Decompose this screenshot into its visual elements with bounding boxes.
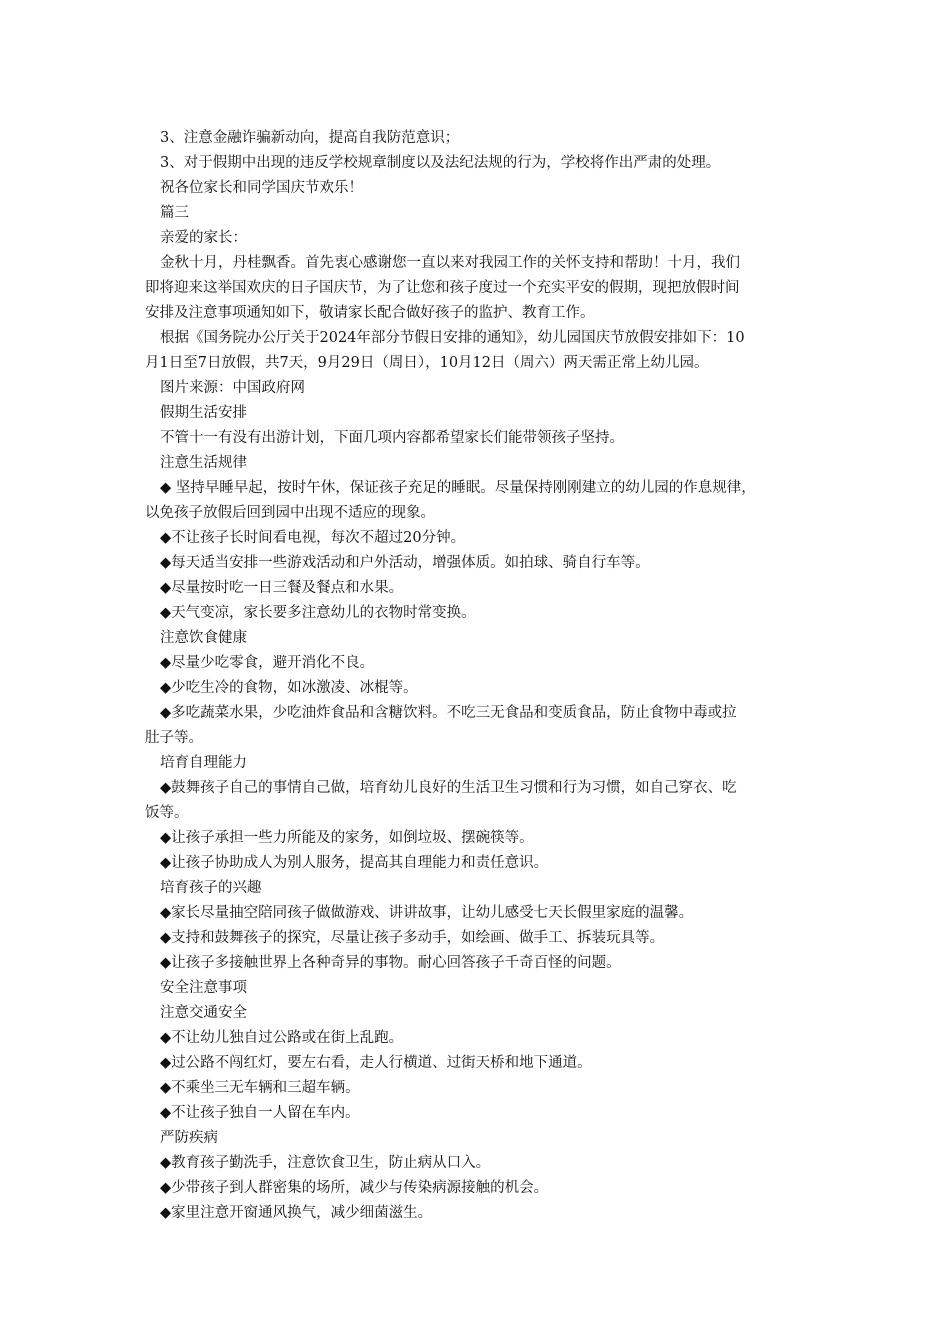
document-line: 金秋十月，丹桂飘香。首先衷心感谢您一直以来对我园工作的关怀支持和帮助！十月，我们 — [160, 255, 740, 271]
document-line: 安全注意事项 — [160, 980, 247, 996]
document-line: 以免孩子放假后回到园中出现不适应的现象。 — [145, 505, 435, 521]
document-line: ◆天气变凉，家长要多注意幼儿的衣物时常变换。 — [160, 605, 476, 621]
document-line: ◆少吃生冷的食物，如冰激凌、冰棍等。 — [160, 680, 418, 696]
document-page — [145, 126, 815, 1226]
document-line: 肚子等。 — [145, 730, 203, 746]
document-line: ◆尽量少吃零食，避开消化不良。 — [160, 655, 375, 671]
document-line: ◆每天适当安排一些游戏活动和户外活动，增强体质。如拍球、骑自行车等。 — [160, 555, 650, 571]
document-line: 篇三 — [160, 205, 189, 221]
document-line: 祝各位家长和同学国庆节欢乐！ — [160, 180, 363, 196]
document-line: 培育孩子的兴趣 — [160, 880, 262, 896]
document-line: ◆让孩子协助成人为别人服务，提高其自理能力和责任意识。 — [160, 855, 549, 871]
document-line: 饭等。 — [145, 805, 189, 821]
document-line: 月1日至7日放假，共7天，9月29日（周日），10月12日（周六）两天需正常上幼儿园。 — [145, 355, 709, 371]
document-body — [145, 126, 815, 1226]
document-line: ◆不让孩子长时间看电视，每次不超过20分钟。 — [160, 530, 466, 546]
document-line: 假期生活安排 — [160, 405, 247, 421]
document-line: ◆ 坚持早睡早起，按时午休，保证孩子充足的睡眠。尽量保持刚刚建立的幼儿园的作息规律， — [160, 480, 756, 496]
document-line: ◆尽量按时吃一日三餐及餐点和水果。 — [160, 580, 404, 596]
document-line: 注意交通安全 — [160, 1005, 247, 1021]
document-line: 根据《国务院办公厅关于2024年部分节假日安排的通知》，幼儿园国庆节放假安排如下：10 — [160, 330, 745, 346]
document-line: 安排及注意事项通知如下，敬请家长配合做好孩子的监护、教育工作。 — [145, 305, 595, 321]
document-line: 图片来源：中国政府网 — [160, 380, 305, 396]
document-line: 注意生活规律 — [160, 455, 247, 471]
document-line: ◆让孩子承担一些力所能及的家务，如倒垃圾、摆碗筷等。 — [160, 830, 534, 846]
document-line: ◆家长尽量抽空陪同孩子做做游戏、讲讲故事，让幼儿感受七天长假里家庭的温馨。 — [160, 905, 694, 921]
document-line: 即将迎来这举国欢庆的日子国庆节，为了让您和孩子度过一个充实平安的假期，现把放假时间 — [145, 280, 740, 296]
document-line: ◆少带孩子到人群密集的场所，减少与传染病源接触的机会。 — [160, 1180, 549, 1196]
document-line: ◆教育孩子勤洗手，注意饮食卫生，防止病从口入。 — [160, 1155, 491, 1171]
document-line: 培育自理能力 — [160, 755, 247, 771]
document-line: ◆支持和鼓舞孩子的探究，尽量让孩子多动手，如绘画、做手工、拆装玩具等。 — [160, 930, 665, 946]
document-line: ◆不让孩子独自一人留在车内。 — [160, 1105, 360, 1121]
document-line: ◆让孩子多接触世界上各种奇异的事物。耐心回答孩子千奇百怪的问题。 — [160, 955, 621, 971]
document-line: 3、对于假期中出现的违反学校规章制度以及法纪法规的行为，学校将作出严肃的处理。 — [160, 155, 721, 171]
document-line: ◆过公路不闯红灯，要左右看，走人行横道、过街天桥和地下通道。 — [160, 1055, 592, 1071]
document-line: 严防疾病 — [160, 1130, 218, 1146]
document-line: ◆家里注意开窗通风换气，减少细菌滋生。 — [160, 1205, 433, 1221]
document-line: ◆鼓舞孩子自己的事情自己做，培育幼儿良好的生活卫生习惯和行为习惯，如自己穿衣、吃 — [160, 780, 737, 796]
document-line: 3、注意金融诈骗新动向，提高自我防范意识； — [160, 130, 460, 146]
document-line: 亲爱的家长： — [160, 230, 247, 246]
document-line: 不管十一有没有出游计划，下面几项内容都希望家长们能带领孩子坚持。 — [160, 430, 624, 446]
document-line: ◆多吃蔬菜水果，少吃油炸食品和含糖饮料。不吃三无食品和变质食品，防止食物中毒或拉 — [160, 705, 737, 721]
document-line: ◆不让幼儿独自过公路或在街上乱跑。 — [160, 1030, 404, 1046]
document-line: ◆不乘坐三无车辆和三超车辆。 — [160, 1080, 360, 1096]
document-line: 注意饮食健康 — [160, 630, 247, 646]
